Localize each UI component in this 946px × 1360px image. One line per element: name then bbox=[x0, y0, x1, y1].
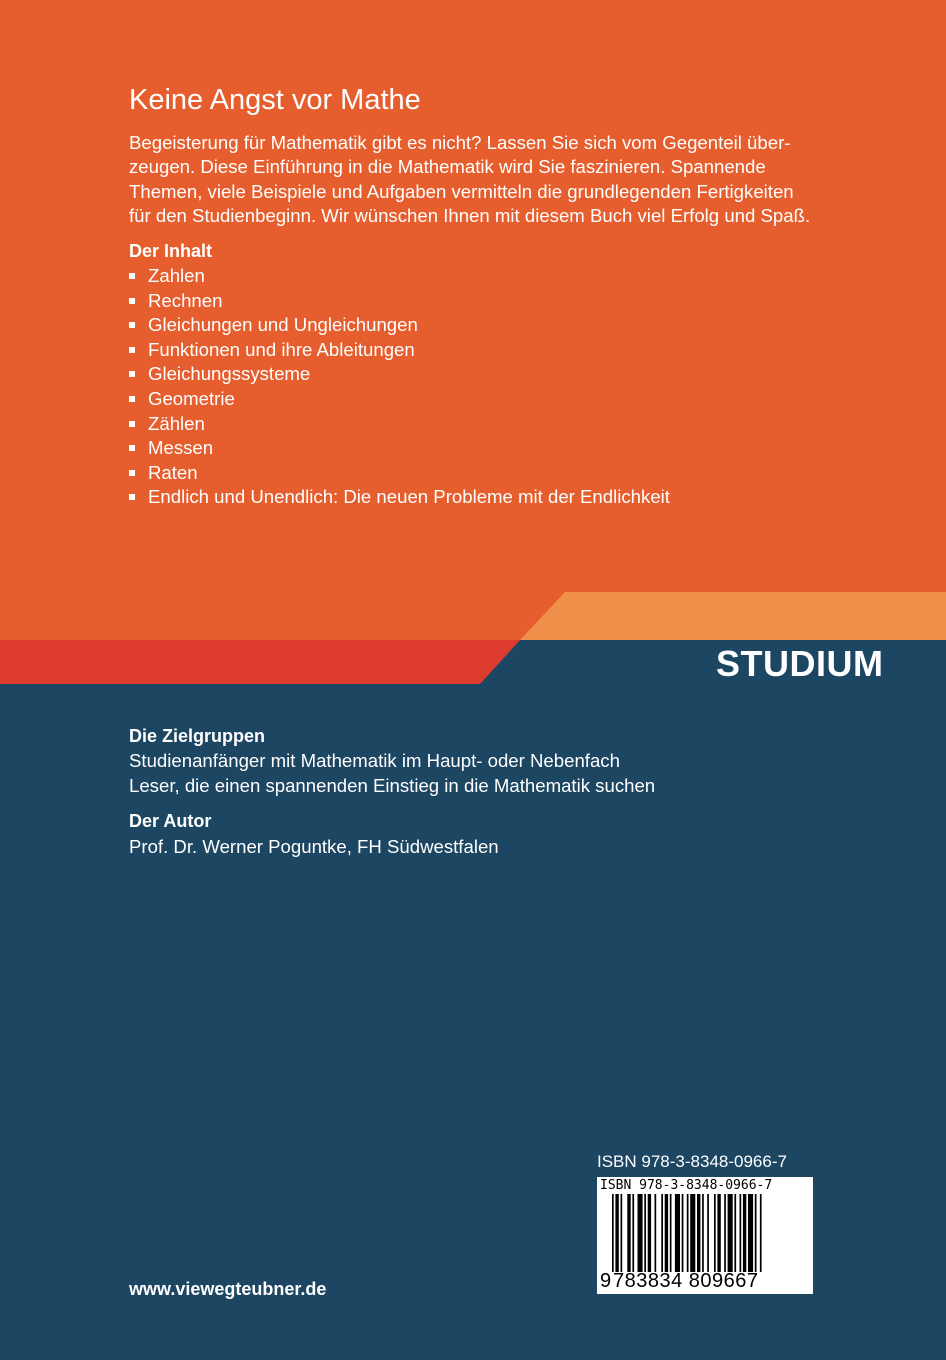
list-item bbox=[129, 461, 670, 486]
barcode-bar bbox=[655, 1194, 657, 1272]
book-title: Keine Angst vor Mathe bbox=[129, 84, 421, 116]
list-item-label: Raten bbox=[148, 461, 198, 483]
barcode-bar bbox=[748, 1194, 753, 1272]
barcode-bar bbox=[734, 1194, 736, 1272]
barcode-bar bbox=[665, 1194, 668, 1272]
barcode-bar bbox=[755, 1194, 757, 1272]
audience-line: Studienanfänger mit Mathematik im Haupt- oder Nebenfach bbox=[129, 750, 620, 771]
barcode-bar bbox=[717, 1194, 720, 1272]
barcode bbox=[597, 1177, 813, 1294]
barcode-bar bbox=[682, 1194, 684, 1272]
list-item-label: Messen bbox=[148, 437, 214, 459]
author-heading: Der Autor bbox=[129, 811, 212, 831]
bullet-icon bbox=[129, 445, 135, 451]
bullet-icon bbox=[129, 273, 135, 279]
list-item-label: Funktionen und ihre Ableitungen bbox=[148, 338, 415, 360]
barcode-bars bbox=[612, 1194, 807, 1272]
barcode-bar bbox=[621, 1194, 623, 1272]
intro-line: Begeisterung für Mathematik gibt es nicht? Lassen Sie sich vom Gegenteil über- bbox=[129, 132, 791, 153]
barcode-digits: 783834 809667 bbox=[613, 1270, 759, 1292]
list-item bbox=[129, 436, 670, 461]
barcode-bar bbox=[743, 1194, 746, 1272]
barcode-bar bbox=[697, 1194, 700, 1272]
list-item-label: Zählen bbox=[148, 412, 205, 434]
bullet-icon bbox=[129, 371, 135, 377]
barcode-bar bbox=[702, 1194, 704, 1272]
barcode-bar bbox=[615, 1194, 618, 1272]
barcode-bar bbox=[670, 1194, 672, 1272]
list-item bbox=[129, 313, 670, 338]
isbn-text: ISBN 978-3-8348-0966-7 bbox=[597, 1152, 787, 1171]
list-item-label: Endlich und Unendlich: Die neuen Probleme mit der Endlichkeit bbox=[148, 486, 670, 508]
barcode-bar bbox=[627, 1194, 630, 1272]
contents-list bbox=[129, 264, 670, 510]
barcode-bar bbox=[661, 1194, 663, 1272]
author-text: Prof. Dr. Werner Poguntke, FH Südwestfalen bbox=[129, 836, 499, 857]
intro-text bbox=[129, 131, 829, 229]
barcode-bar bbox=[632, 1194, 634, 1272]
bullet-icon bbox=[129, 494, 135, 500]
barcode-isbn: ISBN 978-3-8348-0966-7 bbox=[600, 1178, 773, 1193]
intro-line: für den Studienbeginn. Wir wünschen Ihnen mit diesem Buch viel Erfolg und Spaß. bbox=[129, 205, 811, 227]
list-item bbox=[129, 362, 670, 387]
list-item bbox=[129, 289, 670, 314]
bullet-icon bbox=[129, 347, 135, 353]
list-item bbox=[129, 485, 670, 510]
barcode-bar bbox=[707, 1194, 709, 1272]
barcode-bar bbox=[648, 1194, 651, 1272]
bullet-icon bbox=[129, 421, 135, 427]
intro-line: zeugen. Diese Einführung in die Mathematik wird Sie faszinieren. Spannende bbox=[129, 156, 766, 178]
list-item bbox=[129, 387, 670, 412]
barcode-bar bbox=[644, 1194, 646, 1272]
barcode-bar bbox=[687, 1194, 689, 1272]
list-item-label: Gleichungssysteme bbox=[148, 363, 311, 385]
audience-heading: Die Zielgruppen bbox=[129, 726, 266, 746]
website-link[interactable]: www.viewegteubner.de bbox=[129, 1279, 327, 1299]
barcode-bar bbox=[728, 1194, 733, 1272]
barcode-bar bbox=[760, 1194, 762, 1272]
bullet-icon bbox=[129, 470, 135, 476]
barcode-bar bbox=[740, 1194, 742, 1272]
list-item bbox=[129, 264, 670, 289]
list-item-label: Gleichungen und Ungleichungen bbox=[148, 314, 418, 336]
series-label: STUDIUM bbox=[716, 643, 884, 684]
barcode-bar bbox=[638, 1194, 643, 1272]
barcode-first-digit: 9 bbox=[600, 1270, 612, 1292]
barcode-bar bbox=[724, 1194, 726, 1272]
intro-line: Themen, viele Beispiele und Aufgaben vermitteln die grundlegenden Fertigkeiten bbox=[129, 180, 794, 202]
bullet-icon bbox=[129, 322, 135, 328]
barcode-bar bbox=[690, 1194, 695, 1272]
barcode-bar bbox=[675, 1194, 680, 1272]
bullet-icon bbox=[129, 298, 135, 304]
list-item bbox=[129, 412, 670, 437]
list-item bbox=[129, 338, 670, 363]
list-item-label: Zahlen bbox=[148, 265, 205, 286]
barcode-bar bbox=[612, 1194, 614, 1272]
barcode-bar bbox=[714, 1194, 716, 1272]
contents-heading: Der Inhalt bbox=[129, 241, 213, 261]
audience-line: Leser, die einen spannenden Einstieg in die Mathematik suchen bbox=[129, 775, 656, 796]
bullet-icon bbox=[129, 396, 135, 402]
list-item-label: Geometrie bbox=[148, 387, 235, 409]
list-item-label: Rechnen bbox=[148, 289, 223, 311]
